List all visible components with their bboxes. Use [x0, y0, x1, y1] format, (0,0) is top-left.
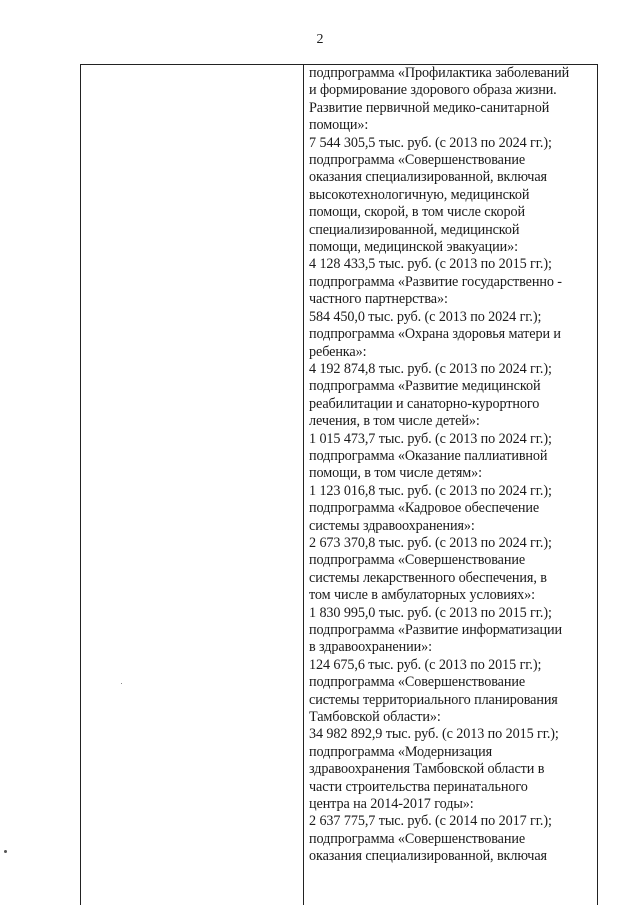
- text-line: 1 830 995,0 тыс. руб. (с 2013 по 2015 гг.);: [309, 604, 552, 621]
- text-line: подпрограмма «Совершенствование: [309, 674, 526, 691]
- text-line: системы территориального планирования: [309, 691, 558, 708]
- text-line: 1 015 473,7 тыс. руб. (с 2013 по 2024 гг.);: [309, 430, 552, 447]
- text-line: 2 637 775,7 тыс. руб. (с 2014 по 2017 гг.);: [309, 813, 552, 830]
- text-line: ребенка»:: [309, 343, 367, 360]
- text-line: помощи, в том числе детям»:: [309, 465, 483, 482]
- text-line: 4 192 874,8 тыс. руб. (с 2013 по 2024 гг.);: [309, 360, 552, 377]
- text-line: Развитие первичной медико-санитарной: [309, 99, 550, 116]
- text-line: центра на 2014-2017 годы»:: [309, 796, 474, 813]
- text-line: здравоохранения Тамбовской области в: [309, 761, 545, 778]
- text-line: подпрограмма «Профилактика заболеваний: [309, 65, 570, 81]
- text-line: подпрограмма «Модернизация: [309, 743, 493, 760]
- text-line: в здравоохранении»:: [309, 639, 432, 656]
- column-divider: [303, 65, 304, 905]
- text-line: системы здравоохранения»:: [309, 517, 475, 534]
- scan-artifact: [4, 850, 7, 853]
- text-line: оказания специализированной, включая: [309, 848, 547, 865]
- text-line: помощи, медицинской эвакуации»:: [309, 239, 518, 256]
- text-line: 124 675,6 тыс. руб. (с 2013 по 2015 гг.);: [309, 656, 542, 673]
- funding-text-cell: [309, 65, 595, 866]
- text-line: 4 128 433,5 тыс. руб. (с 2013 по 2015 гг.);: [309, 256, 552, 273]
- text-line: и формирование здорового образа жизни.: [309, 82, 557, 99]
- text-line: 584 450,0 тыс. руб. (с 2013 по 2024 гг.);: [309, 308, 542, 325]
- text-line: частного партнерства»:: [309, 291, 448, 308]
- text-line: том числе в амбулаторных условиях»:: [309, 587, 535, 604]
- text-line: помощи»:: [309, 117, 369, 134]
- text-line: 7 544 305,5 тыс. руб. (с 2013 по 2024 гг.);: [309, 134, 552, 151]
- text-line: подпрограмма «Кадровое обеспечение: [309, 500, 540, 517]
- text-line: подпрограмма «Оказание паллиативной: [309, 447, 548, 464]
- text-line: 34 982 892,9 тыс. руб. (с 2013 по 2015 гг.);: [309, 726, 559, 743]
- text-line: подпрограмма «Совершенствование: [309, 552, 526, 569]
- text-line: подпрограмма «Развитие медицинской: [309, 378, 541, 395]
- text-line: подпрограмма «Развитие информатизации: [309, 622, 562, 638]
- text-line: 2 673 370,8 тыс. руб. (с 2013 по 2024 гг.);: [309, 534, 552, 551]
- scan-artifact: [121, 683, 122, 684]
- text-line: оказания специализированной, включая: [309, 169, 547, 186]
- text-line: подпрограмма «Совершенствование: [309, 152, 526, 169]
- text-line: 1 123 016,8 тыс. руб. (с 2013 по 2024 гг.);: [309, 482, 552, 499]
- text-line: части строительства перинатального: [309, 778, 528, 795]
- page-number: 2: [316, 32, 324, 47]
- document-table: [80, 64, 598, 905]
- text-line: помощи, скорой, в том числе скорой: [309, 204, 526, 221]
- text-line: подпрограмма «Развитие государственно -: [309, 273, 562, 290]
- text-line: лечения, в том числе детей»:: [309, 413, 480, 430]
- text-line: высокотехнологичную, медицинской: [309, 186, 530, 203]
- text-line: системы лекарственного обеспечения, в: [309, 569, 547, 586]
- text-line: специализированной, медицинской: [309, 221, 520, 238]
- text-line: подпрограмма «Охрана здоровья матери и: [309, 326, 561, 343]
- text-line: Тамбовской области»:: [309, 709, 441, 726]
- text-line: подпрограмма «Совершенствование: [309, 830, 526, 847]
- text-line: реабилитации и санаторно-курортного: [309, 395, 540, 412]
